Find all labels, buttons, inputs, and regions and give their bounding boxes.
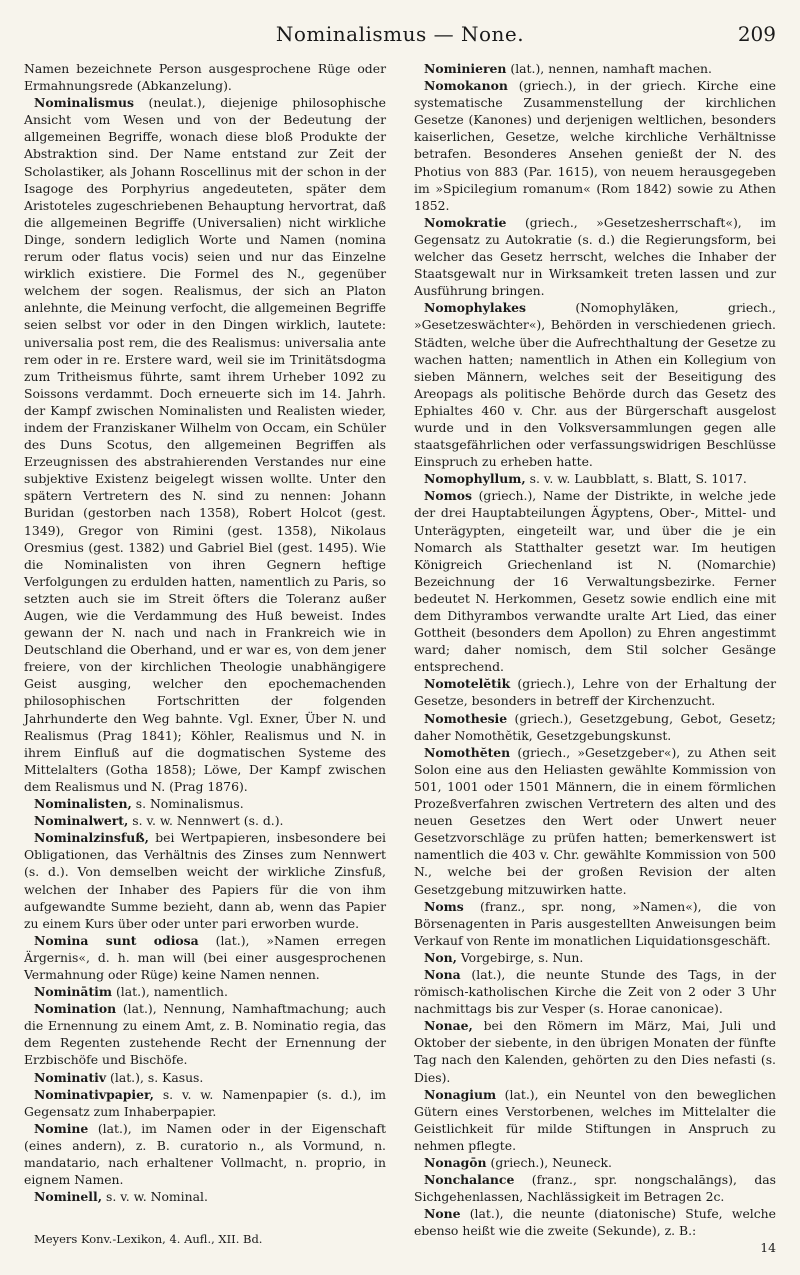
dictionary-entry — [24, 94, 386, 795]
dictionary-entry — [414, 710, 776, 744]
entry-text: (lat.), »Namen erregen Ärgernis«, d. h. man will (bei einer ausgesprochenen Vermahnung oder Rüge) keine Namen nennen. — [24, 932, 386, 982]
entry-headword: Nomothĕten — [424, 744, 511, 760]
entry-headword: Nomothesie — [424, 710, 508, 726]
entry-text: (lat.), im Namen oder in der Eigenschaft (eines andern), z. B. curatorio n., als Vormund, n. mandatario, nach erhaltener Vollmacht, n. proprio, in eignem Namen. — [24, 1120, 386, 1188]
entry-text: (Nomophylăken, griech., »Gesetzeswächter«), Behörden in verschiedenen griech. Städten, welche über die Aufrechthaltung der Gesetze zu wachen hatten; namentlich in Athen ein Kollegium von sieben Männern, welches seit der Beseitigung des Areopags als politische Behörde durch das Gesetz des Ephialtes 460 v. Chr. aus der Bürgerschaft ausgelost wurde und in den Volksversammlungen gegen alle staatsgefährlichen oder verfassungswidrigen Beschlüsse Einspruch zu erheben hatte. — [414, 300, 776, 470]
dictionary-entry — [24, 795, 386, 812]
entry-text: (lat.), nennen, namhaft machen. — [506, 61, 712, 76]
entry-headword: Nona — [424, 966, 461, 982]
entry-headword: Nomotelĕtik — [424, 676, 511, 692]
entry-text: bei den Römern im März, Mai, Juli und Oktober der siebente, in den übrigen Monaten der fünfte Tag nach den Kalenden, gehörten zu den Dies nefasti (s. Dies). — [414, 1018, 776, 1085]
entry-text: (neulat.), diejenige philosophische Ansicht vom Wesen und von der Bedeutung der allgemeinen Begriffe, wonach diese bloß Produkte der Abstraktion sind. Der Name entstand zur Zeit der Scholastiker, als Johann Roscellinus mit der schon in der Isagoge des Porphyrius angedeuteten, später dem Aristoteles zugeschriebenen Behauptung hervortrat, daß die allgemeinen Begriffe (Universalien) nicht wirkliche Dinge, sondern lediglich Worte und Namen (nomina rerum oder flatus vocis) seien und nur das Einzelne wirklich existiere. Die Formel des N., gegenüber welchem der sogen. Realismus, der sich an Platon anlehnte, die Meinung verfocht, die allgemeinen Begriffe seien selbst vor oder in den Dingen wirklich, lautete: universalia post rem, die des Realismus: universalia ante rem oder in re. Erstere ward, weil sie im Trinitätsdogma zum Tritheismus führte, samt ihrem Urheber 1092 zu Soissons verdammt. Doch erneuerte sich im 14. Jahrh. der Kampf zwischen Nominalisten und Realisten wieder, indem der Franziskaner Wilhelm von Occam, ein Schüler des Duns Scotus, den allgemeinen Begriffen als Erzeugnissen des abstrahierenden Verstandes nur eine subjektive Existenz beigelegt wissen wollte. Unter den spätern Vertretern des N. sind zu nennen: Johann Buridan (gestorben nach 1358), Robert Holcot (gest. 1349), Gregor von Rimini (gest. 1358), Nikolaus Oresmius (gest. 1382) und Gabriel Biel (gest. 1495). Wie die Nominalisten von ihren Gegnern heftige Verfolgungen zu erdulden hatten, namentlich zu Paris, so setzten auch sie im Streit öfters die Toleranz außer Augen, wie die Verdammung des Huß beweist. Indes gewann der N. nach und nach in Frankreich wie in Deutschland die Oberhand, und er war es, von dem jener freiere, von der kirchlichen Theologie unabhängigere Geist ausging, welcher den epochemachenden philosophischen Fortschritten der folgenden Jahrhunderte den Weg bahnte. Vgl. Exner, Über N. und Realismus (Prag 1841); Köhler, Realismus und N. in ihrem Einfluß auf die dogmatischen Systeme des Mittelalters (Gotha 1858); Löwe, Der Kampf zwischen dem Realismus und N. (Prag 1876). — [24, 95, 386, 794]
entry-headword: None — [424, 1206, 461, 1222]
entry-headword: Nominalzinsfuß, — [34, 830, 149, 846]
entry-headword: Nomos — [424, 488, 472, 504]
dictionary-entry — [414, 966, 776, 1017]
page-number: 209 — [737, 22, 776, 46]
entry-text: Namen bezeichnete Person ausgesprochene Rüge oder Ermahnungsrede (Abkanzelung). — [24, 61, 386, 94]
dictionary-entry — [24, 829, 386, 932]
dictionary-entry — [24, 812, 386, 829]
dictionary-entry — [24, 1120, 386, 1188]
entry-headword: Nomokratie — [424, 214, 507, 230]
entry-headword: Nomokanon — [424, 78, 508, 94]
entry-headword: Nominalismus — [34, 95, 134, 111]
entry-text: (franz., spr. nongschalāngs), das Sichgehenlassen, Nachlässigkeit im Betragen 2c. — [414, 1172, 776, 1205]
dictionary-entry — [414, 214, 776, 299]
dictionary-entry — [24, 932, 386, 983]
entry-headword: Nomophylakes — [424, 300, 527, 316]
dictionary-entry — [24, 1188, 386, 1205]
footer-imprint: Meyers Konv.-Lexikon, 4. Aufl., XII. Bd. — [34, 1232, 263, 1246]
dictionary-entry — [414, 949, 776, 966]
entry-headword: Nominativpapier, — [34, 1086, 154, 1102]
dictionary-entry — [24, 1069, 386, 1086]
entry-headword: Nominativ — [34, 1069, 107, 1085]
right-column — [414, 60, 776, 1257]
entry-headword: Nomina sunt odiosa — [34, 932, 199, 948]
entry-text: (griech.), in der griech. Kirche eine systematische Zusammenstellung der kirchlichen Gesetze (Kanones) und derjenigen weltlichen, besonders kaiserlichen, Gesetze, welche kirchliche Verhältnisse betrafen. Besonderes Ansehen genießt der N. des Photius von 883 (Par. 1615), von neuem herausgegeben im »Spicilegium romanum« (Rom 1842) sowie zu Athen 1852. — [414, 78, 776, 213]
entry-text: (griech.), Neuneck. — [486, 1155, 612, 1170]
entry-text: s. Nominalismus. — [131, 796, 244, 812]
entry-text: Vorgebirge, s. Nun. — [456, 949, 584, 965]
entry-text: (franz., spr. nong, »Namen«), die von Börsenagenten in Paris ausgestellten Anweisungen beim Verkauf von Rente im monatlichen Liquidationsgeschäft. — [414, 898, 776, 948]
dictionary-entry — [414, 1154, 776, 1171]
entry-headword: Nominieren — [424, 61, 507, 76]
dictionary-entry — [24, 1086, 386, 1120]
entry-headword: Non, — [424, 949, 457, 965]
entry-headword: Nomophyllum, — [424, 471, 526, 487]
dictionary-entry — [24, 983, 386, 1000]
entry-headword: Nominātim — [34, 984, 112, 1000]
entry-headword: Noms — [424, 898, 464, 914]
entry-text: (lat.), die neunte (diatonische) Stufe, welche ebenso heißt wie die zweite (Sekunde), z. B.: — [414, 1206, 776, 1239]
dictionary-entry — [414, 77, 776, 214]
entry-text: (griech.), Gesetzgebung, Gebot, Gesetz; daher Nomothĕtik, Gesetzgebungskunst. — [414, 710, 776, 743]
dictionary-entry — [414, 675, 776, 709]
entry-headword: Nominell, — [34, 1189, 103, 1205]
entry-text: (lat.), namentlich. — [112, 984, 228, 1000]
entry-text: (lat.), s. Kasus. — [106, 1069, 204, 1085]
running-title: Nominalismus — None. — [275, 22, 525, 46]
dictionary-entry — [414, 1086, 776, 1154]
entry-headword: Nonchalance — [424, 1172, 515, 1188]
entry-text: (griech., »Gesetzgeber«), zu Athen seit Solon eine aus den Heliasten gewählte Kommission von 501, 1001 oder 1501 Männern, die in einem förmlichen Prozeßverfahren zwischen Vertretern des alten und des neuen Gesetzes den Wert oder Unwert neuer Gesetzvorschläge zu prüfen hatten; bemerkenswert ist namentlich die 403 v. Chr. gewählte Kommission von 500 N., welche bei der großen Revision der alten Gesetzgebung mitzuwirken hatte. — [414, 744, 776, 897]
dictionary-entry — [414, 898, 776, 949]
entry-text: s. v. w. Namenpapier (s. d.), im Gegensatz zum Inhaberpapier. — [24, 1086, 386, 1119]
entry-headword: Nonagōn — [424, 1155, 487, 1170]
dictionary-entry — [414, 487, 776, 675]
entry-text: (griech.), Name der Distrikte, in welche jede der drei Hauptabteilungen Ägyptens, Ober-, Mittel- und Unterägypten, eingeteilt war, und über die je ein Nomarch als Statthalter gesetzt war. Im heutigen Königreich Griechenland ist N. (Nomarchie) Bezeichnung der 16 Verwaltungsbezirke. Ferner bedeutet N. Herkommen, Gesetz sowie endlich eine mit dem Dithyrambos verwandte uralte Art Lied, das einer Gottheit (besonders dem Apollon) zu Ehren angestimmt ward; daher nomisch, dem Stil solcher Gesänge entsprechend. — [414, 488, 776, 675]
entry-text: s. v. w. Nennwert (s. d.). — [128, 813, 284, 829]
dictionary-entry — [414, 744, 776, 898]
signature-mark: 14 — [760, 1240, 776, 1256]
entry-text: (griech., »Gesetzesherrschaft«), im Gegensatz zu Autokratie (s. d.) die Regierungsform, bei welcher das Gesetz herrscht, welches die Inhaber der Staatsgewalt nur in Wirksamkeit treten lassen und zur Ausführung bringen. — [414, 214, 776, 299]
entry-headword: Nonae, — [424, 1018, 473, 1034]
entry-headword: Nomination — [34, 1001, 117, 1017]
entry-text: s. v. w. Laubblatt, s. Blatt, S. 1017. — [525, 471, 747, 487]
page-header — [24, 14, 776, 54]
entry-text: (lat.), die neunte Stunde des Tags, in der römisch-katholischen Kirche die Zeit von 2 oder 3 Uhr nachmittags bis zur Vesper (s. Horae canonicae). — [414, 966, 776, 1017]
dictionary-entry — [414, 60, 776, 77]
dictionary-entry — [414, 299, 776, 470]
entry-text: (griech.), Lehre von der Erhaltung der Gesetze, besonders in betreff der Kirchenzucht. — [414, 676, 776, 709]
entry-headword: Nonagium — [424, 1086, 497, 1102]
dictionary-entry — [414, 470, 776, 487]
dictionary-entry — [24, 60, 386, 94]
left-column — [24, 60, 386, 1205]
entry-text: (lat.), Nennung, Namhaftmachung; auch die Ernennung zu einem Amt, z. B. Nominatio regia, das dem Regenten zustehende Recht der Ernennung der Erzbischöfe und Bischöfe. — [24, 1001, 386, 1068]
dictionary-entry — [414, 1171, 776, 1205]
entry-text: (lat.), ein Neuntel von den beweglichen Gütern eines Verstorbenen, welches im Mittelalter die Geistlichkeit für milde Stiftungen in Anspruch zu nehmen pflegte. — [414, 1086, 776, 1153]
entry-headword: Nominalisten, — [34, 796, 132, 812]
dictionary-entry — [24, 1000, 386, 1068]
entry-text: s. v. w. Nominal. — [102, 1189, 208, 1205]
dictionary-entry — [414, 1205, 776, 1239]
entry-text: bei Wertpapieren, insbesondere bei Obligationen, das Verhältnis des Zinses zum Nennwert (s. d.). Von demselben weicht der wirkliche Zinsfuß, welchen der Inhaber des Papiers für die von ihm aufgewandte Summe bezieht, dann ab, wenn das Papier zu einem Kurs über oder unter pari erworben wurde. — [24, 830, 386, 931]
dictionary-entry — [414, 1017, 776, 1085]
entry-headword: Nomine — [34, 1120, 89, 1136]
entry-headword: Nominalwert, — [34, 813, 129, 829]
